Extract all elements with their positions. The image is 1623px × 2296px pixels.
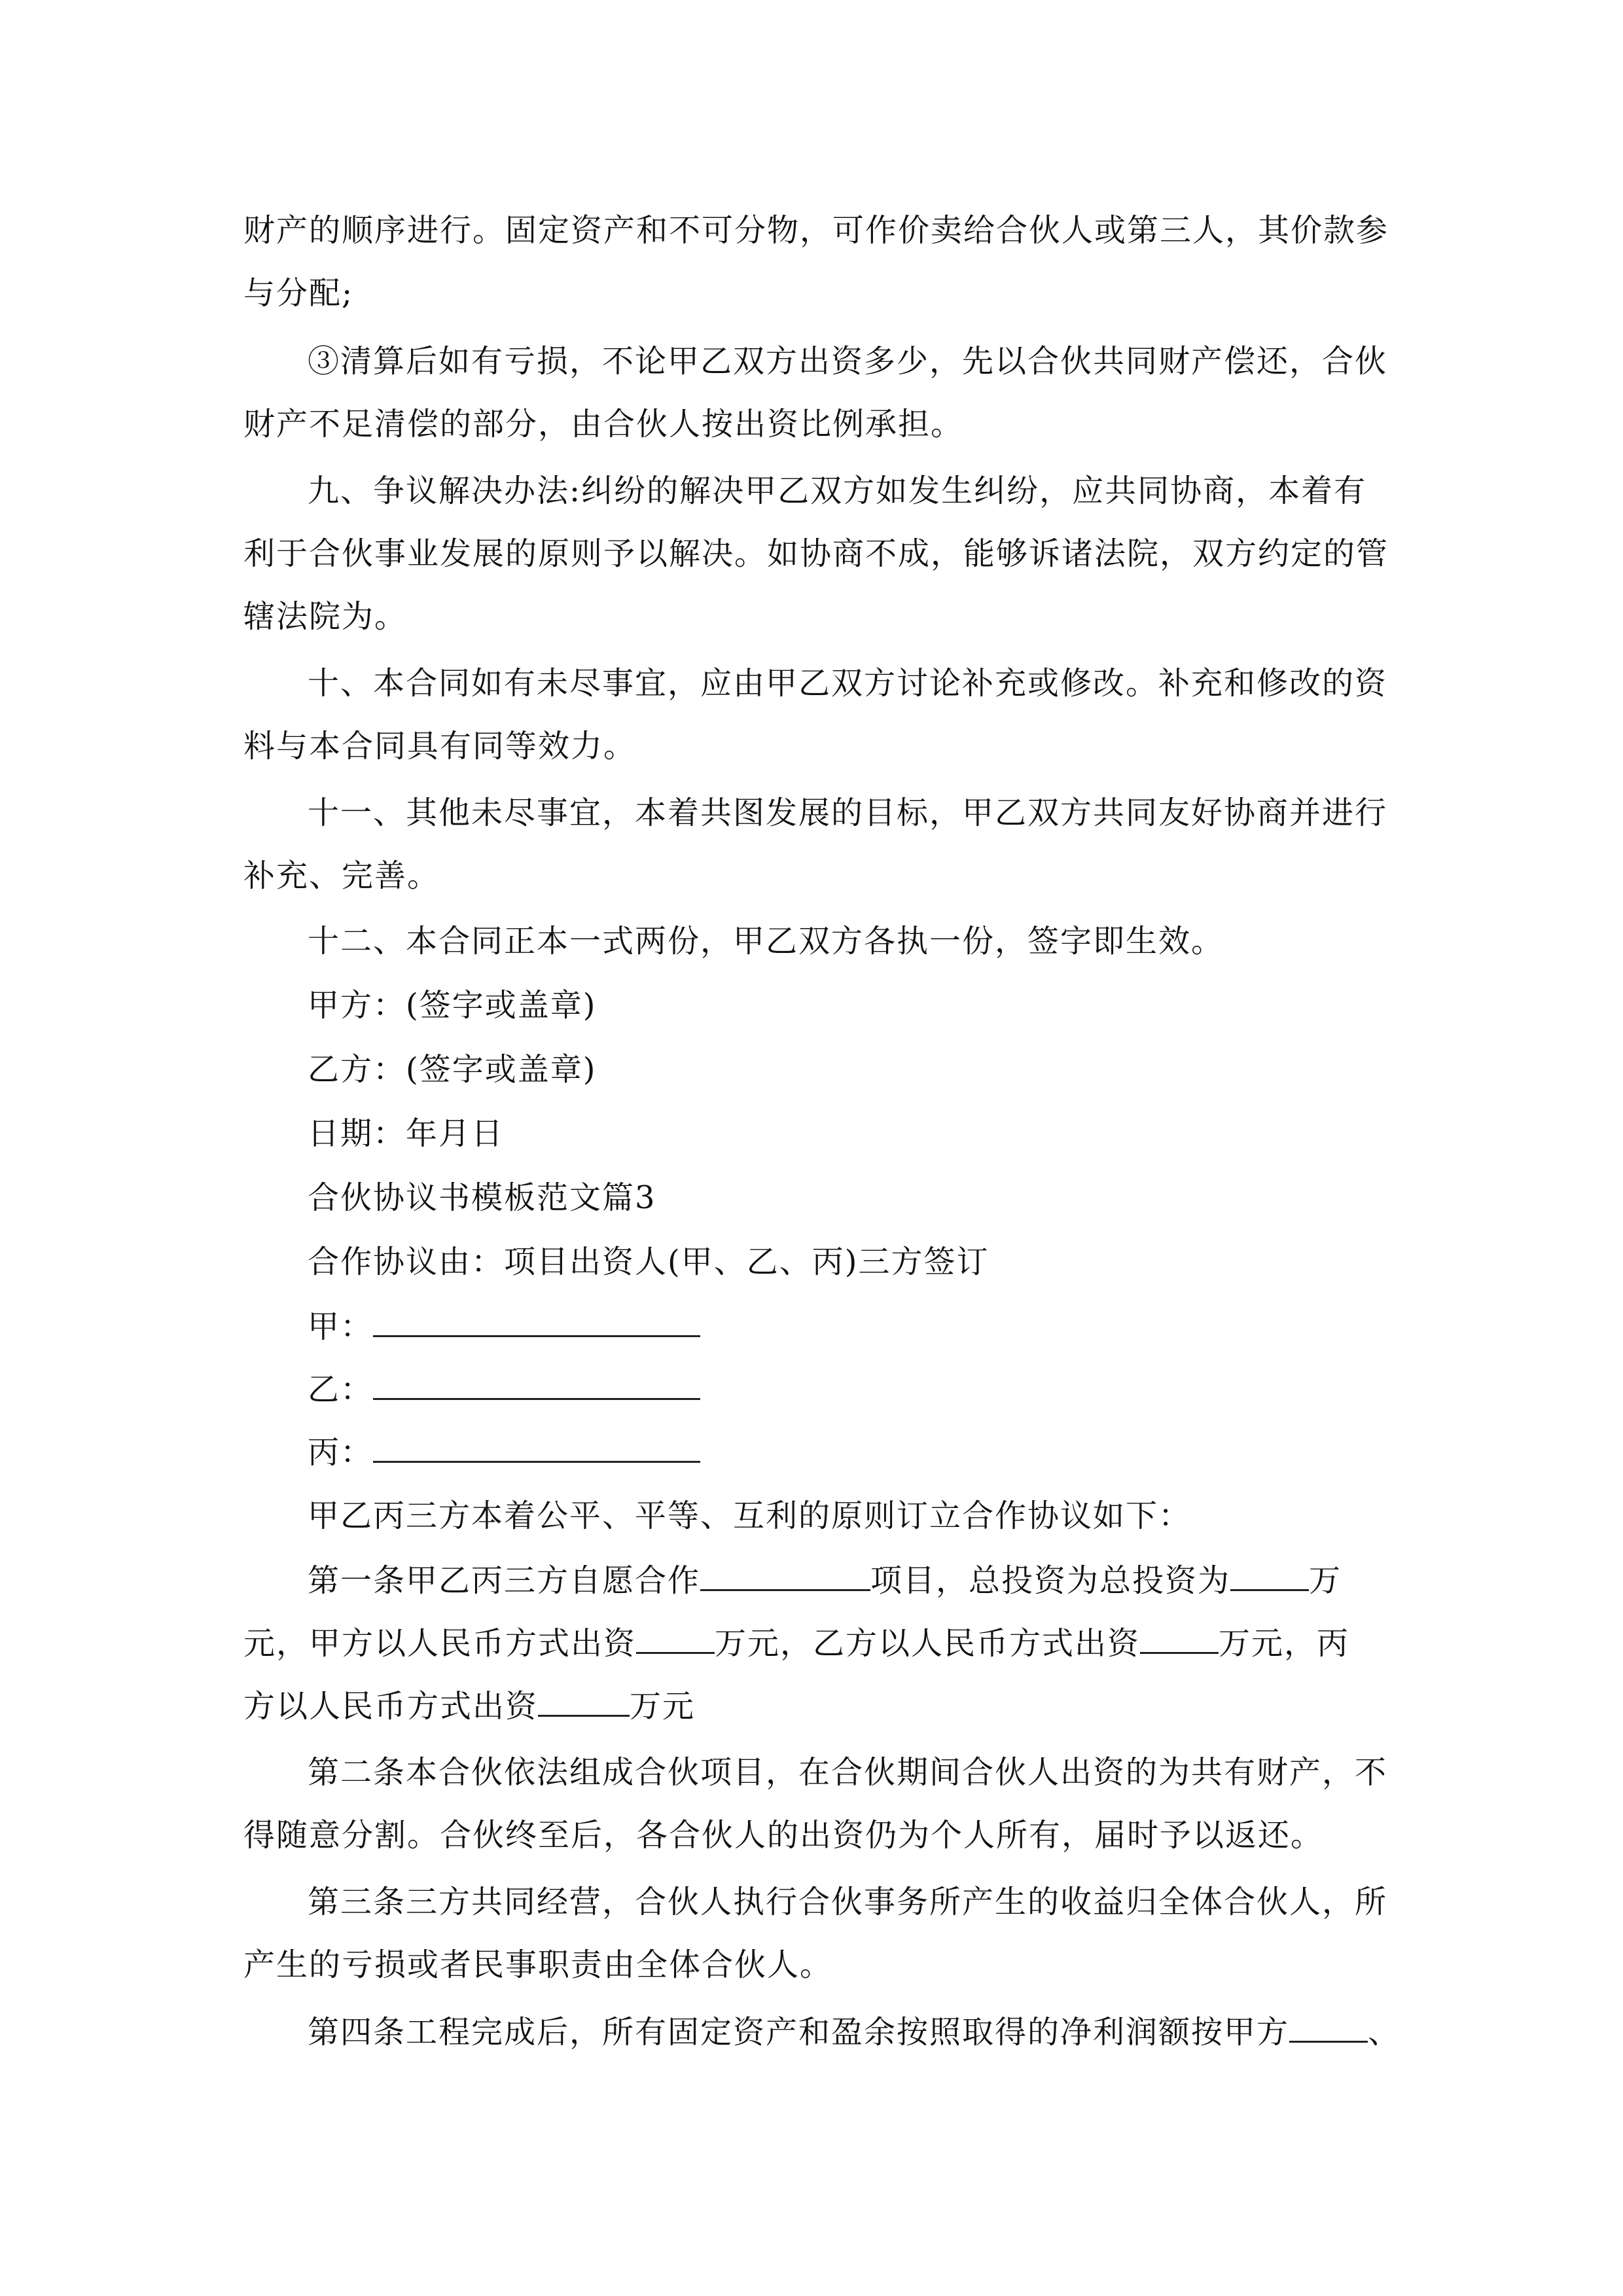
article-text: 元，甲方以人民币方式出资 bbox=[243, 1625, 637, 1662]
party-field bbox=[308, 1369, 700, 1409]
paragraph-line: ③清算后如有亏损，不论甲乙双方出资多少，先以合伙共同财产偿还，合伙 bbox=[308, 343, 1388, 380]
party-label: 乙： bbox=[308, 1371, 374, 1408]
paragraph-line: 补充、完善。 bbox=[243, 857, 440, 894]
signature-party-a: 甲方：(签字或盖章) bbox=[308, 987, 597, 1024]
article-text: 、 bbox=[1368, 2014, 1401, 2051]
party-field bbox=[308, 1306, 700, 1346]
paragraph-line: 十、本合同如有未尽事宜，应由甲乙双方讨论补充或修改。补充和修改的资 bbox=[308, 665, 1388, 702]
signature-party-b: 乙方：(签字或盖章) bbox=[308, 1051, 597, 1088]
article-1-line bbox=[243, 1686, 695, 1726]
article-text: 万元，乙方以人民币方式出资 bbox=[715, 1625, 1141, 1662]
article-3-line: 产生的亏损或者民事职责由全体合伙人。 bbox=[243, 1946, 833, 1983]
paragraph-line: 合作协议由：项目出资人(甲、乙、丙)三方签订 bbox=[308, 1244, 990, 1280]
paragraph-line: 辖法院为。 bbox=[243, 598, 408, 635]
paragraph-line: 财产不足清偿的部分，由合伙人按出资比例承担。 bbox=[243, 406, 964, 442]
article-4-line bbox=[308, 2012, 1400, 2052]
paragraph-line: 十二、本合同正本一式两份，甲乙双方各执一份，签字即生效。 bbox=[308, 923, 1224, 960]
article-text: 万 bbox=[1309, 1562, 1342, 1599]
article-text: 万元 bbox=[630, 1688, 696, 1725]
party-label: 甲： bbox=[308, 1308, 374, 1345]
party-blank[interactable] bbox=[373, 1306, 700, 1337]
fill-blank[interactable] bbox=[1230, 1560, 1309, 1591]
article-2-line: 第二条本合伙依法组成合伙项目，在合伙期间合伙人出资的为共有财产，不 bbox=[308, 1754, 1388, 1791]
party-field bbox=[308, 1432, 700, 1472]
fill-blank[interactable] bbox=[1140, 1623, 1219, 1654]
article-1-line bbox=[243, 1623, 1349, 1663]
article-3-line: 第三条三方共同经营，合伙人执行合伙事务所产生的收益归全体合伙人，所 bbox=[308, 1884, 1388, 1920]
article-text: 方以人民币方式出资 bbox=[243, 1688, 539, 1725]
paragraph-line: 与分配; bbox=[243, 275, 354, 312]
article-1-line bbox=[308, 1560, 1342, 1600]
fill-blank[interactable] bbox=[1289, 2012, 1368, 2043]
fill-blank[interactable] bbox=[538, 1686, 630, 1717]
fill-blank[interactable] bbox=[636, 1623, 715, 1654]
fill-blank[interactable] bbox=[700, 1560, 870, 1591]
party-blank[interactable] bbox=[373, 1432, 700, 1463]
article-text: 第一条甲乙丙三方自愿合作 bbox=[308, 1562, 701, 1599]
article-text: 项目，总投资为总投资为 bbox=[870, 1562, 1231, 1599]
article-text: 第四条工程完成后，所有固定资产和盈余按照取得的净利润额按甲方 bbox=[308, 2014, 1290, 2051]
section-title: 合伙协议书模板范文篇3 bbox=[308, 1179, 656, 1216]
paragraph-line: 十一、其他未尽事宜，本着共图发展的目标，甲乙双方共同友好协商并进行 bbox=[308, 795, 1388, 831]
article-text: 万元，丙 bbox=[1219, 1625, 1350, 1662]
article-2-line: 得随意分割。合伙终至后，各合伙人的出资仍为个人所有，届时予以返还。 bbox=[243, 1817, 1324, 1854]
paragraph-line: 利于合伙事业发展的原则予以解决。如协商不成，能够诉诸法院，双方约定的管 bbox=[243, 535, 1389, 572]
paragraph-line: 财产的顺序进行。固定资产和不可分物，可作价卖给合伙人或第三人，其价款参 bbox=[243, 212, 1389, 249]
signature-date: 日期：年月日 bbox=[308, 1115, 505, 1152]
paragraph-line: 九、争议解决办法:纠纷的解决甲乙双方如发生纠纷，应共同协商，本着有 bbox=[308, 473, 1367, 509]
party-label: 丙： bbox=[308, 1434, 374, 1471]
paragraph-line: 料与本合同具有同等效力。 bbox=[243, 728, 637, 764]
paragraph-line: 甲乙丙三方本着公平、平等、互利的原则订立合作协议如下： bbox=[308, 1498, 1192, 1534]
party-blank[interactable] bbox=[373, 1369, 700, 1400]
